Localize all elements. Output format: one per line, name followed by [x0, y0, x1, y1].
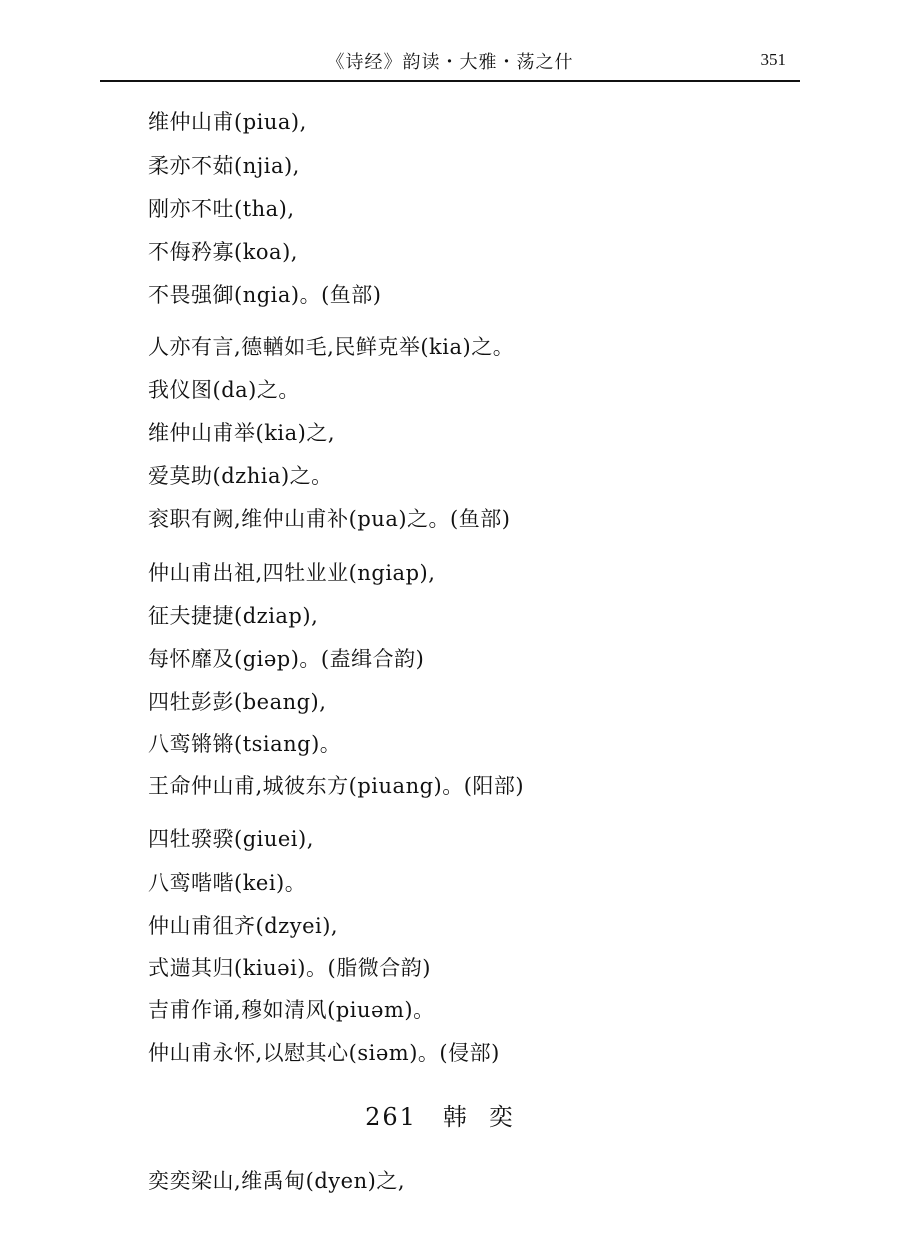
verse-line: 四牡彭彭(beang),	[148, 690, 327, 714]
verse-line: 奕奕梁山,维禹甸(dyen)之,	[148, 1169, 405, 1193]
verse-line: 我仪图(da)之。	[148, 378, 300, 402]
section-number: 261	[365, 1103, 417, 1131]
header-title: 《诗经》韵读・大雅・荡之什	[326, 52, 574, 73]
verse-line: 征夫捷捷(dziap),	[148, 604, 319, 628]
verse-line: 人亦有言,德輶如毛,民鲜克举(kia)之。	[148, 335, 515, 359]
verse-line: 维仲山甫举(kia)之,	[148, 421, 336, 445]
verse-line: 式遄其归(kiuəi)。(脂微合韵)	[148, 956, 431, 980]
header-rule	[100, 80, 800, 82]
section-name: 韩奕	[442, 1103, 535, 1131]
verse-line: 八鸾喈喈(kei)。	[148, 871, 307, 895]
verse-line: 刚亦不吐(tha),	[148, 197, 295, 221]
verse-line: 柔亦不茹(njia),	[148, 154, 300, 178]
verse-line: 仲山甫出祖,四牡业业(ngiap),	[148, 561, 436, 585]
section-heading	[0, 1097, 900, 1132]
verse-line: 仲山甫徂齐(dzyei),	[148, 914, 339, 938]
verse-line: 王命仲山甫,城彼东方(piuang)。(阳部)	[148, 774, 525, 798]
verse-line: 每怀靡及(giəp)。(盍缉合韵)	[148, 647, 425, 671]
running-header	[100, 46, 800, 76]
verse-line: 不畏强御(ngia)。(鱼部)	[148, 283, 382, 307]
verse-line: 维仲山甫(piua),	[148, 110, 307, 134]
verse-line: 八鸾锵锵(tsiang)。	[148, 732, 342, 756]
verse-line: 爱莫助(dzhia)之。	[148, 464, 333, 488]
verse-line: 吉甫作诵,穆如清风(piuəm)。	[148, 998, 435, 1022]
verse-line: 衮职有阙,维仲山甫补(pua)之。(鱼部)	[148, 507, 511, 531]
verse-line: 四牡骙骙(giuei),	[148, 827, 314, 851]
page-number: 351	[760, 50, 786, 69]
verse-line: 仲山甫永怀,以慰其心(siəm)。(侵部)	[148, 1041, 500, 1065]
verse-line: 不侮矜寡(koa),	[148, 240, 298, 264]
